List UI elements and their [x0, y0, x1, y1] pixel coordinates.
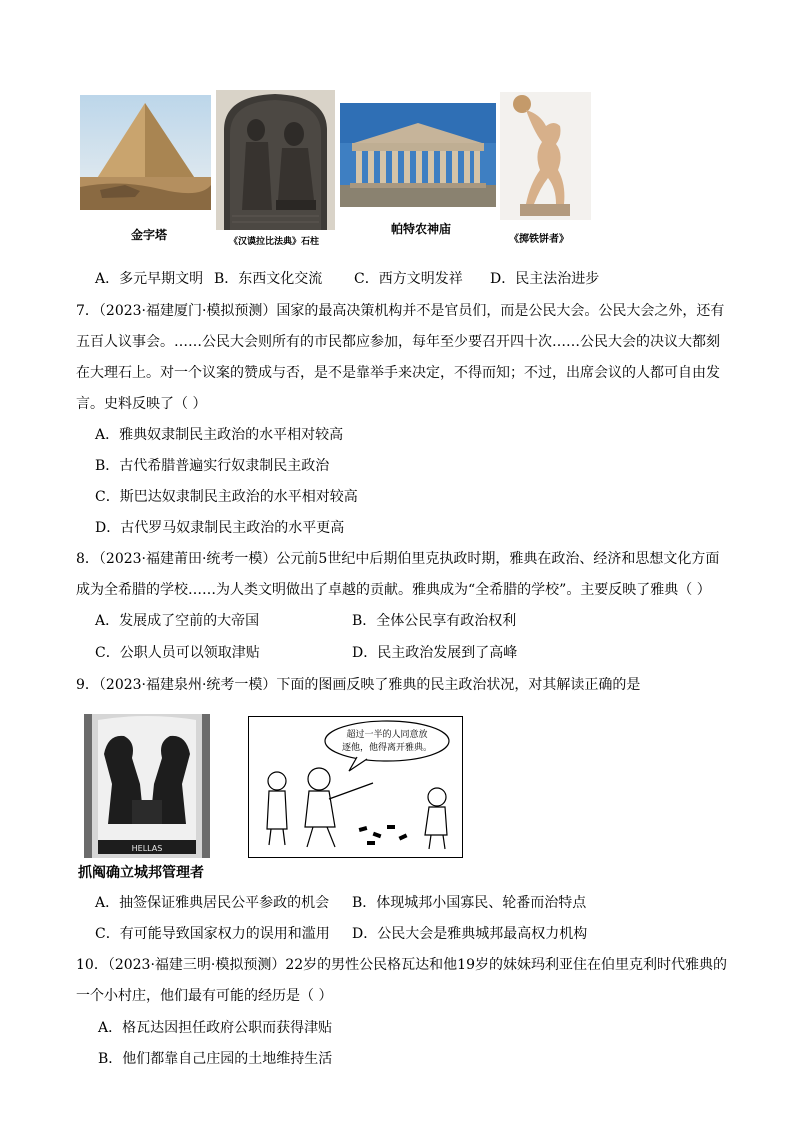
cartoon-bubble-line-1: 超过一半的人同意放 — [346, 730, 428, 740]
q10-option-a[interactable]: A．格瓦达因担任政府公职而获得津贴 — [98, 1020, 333, 1036]
q9-option-c[interactable]: C．有可能导致国家权力的误用和滥用 — [95, 926, 330, 942]
q7-option-b[interactable]: B．古代希腊普遍实行奴隶制民主政治 — [95, 458, 330, 474]
q6-option-c[interactable]: C．西方文明发祥 — [354, 271, 463, 287]
vase-caption: 抓阄确立城邦管理者 — [78, 865, 204, 881]
q7-stem-line-4: 言。史料反映了（ ） — [76, 396, 207, 412]
vase-label: HELLAS — [131, 844, 163, 853]
parthenon-caption: 帕特农神庙 — [391, 222, 452, 236]
q9-option-d[interactable]: D．公民大会是雅典城邦最高权力机构 — [352, 926, 588, 942]
cartoon-bubble-line-2: 逐他，他得离开雅典。 — [341, 743, 433, 753]
q10-stem-line-2: 一个小村庄，他们最有可能的经历是（ ） — [76, 988, 333, 1004]
q9-stem: 9．（2023·福建泉州·统考一模）下面的图画反映了雅典的民主政治状况，对其解读正确的是 — [76, 677, 641, 693]
q8-option-d[interactable]: D．民主政治发展到了高峰 — [352, 645, 518, 661]
q7-stem-line-3: 在大理石上。对一个议案的赞成与否，是不是靠举手来决定，不得而知；不过，出席会议的人都可自由发 — [76, 365, 720, 381]
pyramid-caption: 金字塔 — [131, 228, 168, 242]
ostracism-cartoon-image — [248, 716, 463, 858]
greek-vase-image — [84, 714, 210, 858]
parthenon-image — [340, 103, 496, 207]
discus-thrower-image — [500, 92, 591, 220]
q7-option-c[interactable]: C．斯巴达奴隶制民主政治的水平相对较高 — [95, 489, 358, 505]
hammurabi-stele-image — [216, 90, 335, 230]
q9-option-b[interactable]: B．体现城邦小国寡民、轮番而治特点 — [352, 895, 587, 911]
q6-option-b[interactable]: B．东西文化交流 — [214, 271, 323, 287]
hammurabi-caption: 《汉谟拉比法典》石柱 — [229, 237, 320, 247]
q8-stem-line-1: 8．（2023·福建莆田·统考一模）公元前5世纪中后期伯里克执政时期，雅典在政治、经济和思想文化方面 — [76, 551, 720, 567]
q6-option-d[interactable]: D．民主法治进步 — [490, 271, 600, 287]
pyramid-image — [80, 95, 211, 210]
q7-stem-line-1: 7．（2023·福建厦门·模拟预测）国家的最高决策机构并不是官员们，而是公民大会。公民大会之外，还有 — [76, 303, 725, 319]
q10-stem-line-1: 10．（2023·福建三明·模拟预测）22岁的男性公民格瓦达和他19岁的妹妹玛利亚住在伯里克利时代雅典的 — [76, 957, 727, 973]
q7-stem-line-2: 五百人议事会。……公民大会则所有的市民都应参加，每年至少要召开四十次……公民大会的决议大都刻 — [76, 334, 720, 350]
q8-option-c[interactable]: C．公职人员可以领取津贴 — [95, 645, 260, 661]
q9-option-a[interactable]: A．抽签保证雅典居民公平参政的机会 — [95, 895, 330, 911]
q10-option-b[interactable]: B．他们都靠自己庄园的土地维持生活 — [98, 1051, 333, 1067]
q8-option-a[interactable]: A．发展成了空前的大帝国 — [95, 613, 260, 629]
q8-stem-line-2: 成为全希腊的学校……为人类文明做出了卓越的贡献。雅典成为“全希腊的学校”。主要反映了雅典（ ） — [76, 582, 711, 598]
q7-option-a[interactable]: A．雅典奴隶制民主政治的水平相对较高 — [95, 427, 344, 443]
discus-caption: 《掷铁饼者》 — [509, 234, 569, 245]
q8-option-b[interactable]: B．全体公民享有政治权利 — [352, 613, 517, 629]
q6-option-a[interactable]: A．多元早期文明 — [95, 271, 204, 287]
q7-option-d[interactable]: D．古代罗马奴隶制民主政治的水平更高 — [95, 520, 345, 536]
